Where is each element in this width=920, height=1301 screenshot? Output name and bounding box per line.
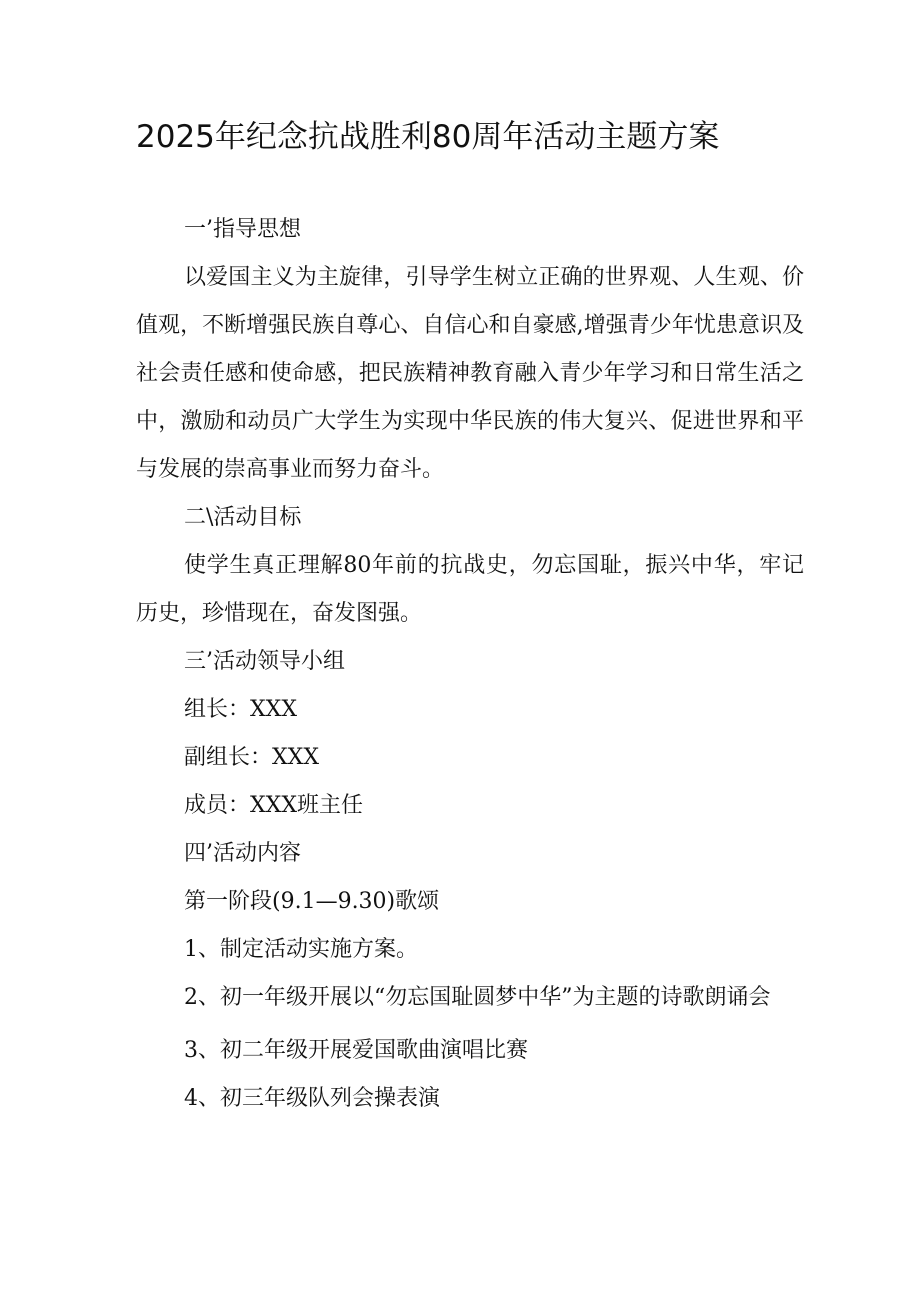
section-heading-leadership-group: 三’活动领导小组 bbox=[184, 649, 345, 674]
section-heading-activity-goals: 二\活动目标 bbox=[184, 505, 302, 530]
section-heading-activity-content: 四’活动内容 bbox=[184, 841, 301, 866]
paragraph-activity-goals: 使学生真正理解80年前的抗战史，勿忘国耻，振兴中华，牢记历史，珍惜现在，奋发图强。 bbox=[136, 553, 804, 626]
deputy-leader-line: 副组长：XXX bbox=[184, 745, 319, 770]
list-item: 2、初一年级开展以“勿忘国耻圆梦中华”为主题的诗歌朗诵会 bbox=[184, 985, 771, 1010]
list-item: 3、初二年级开展爱国歌曲演唱比赛 bbox=[184, 1038, 528, 1063]
members-line: 成员：XXX班主任 bbox=[184, 793, 363, 818]
document-body bbox=[136, 206, 804, 1123]
section-heading-guiding-ideology: 一’指导思想 bbox=[184, 217, 301, 242]
phase-one-heading: 第一阶段(9.1—9.30)歌颂 bbox=[184, 889, 440, 914]
list-item: 4、初三年级队列会操表演 bbox=[184, 1086, 440, 1111]
list-item: 1、制定活动实施方案。 bbox=[184, 937, 418, 962]
paragraph-guiding-ideology: 以爱国主义为主旋律，引导学生树立正确的世界观、人生观、价值观，不断增强民族自尊心、自信心和自豪感,增强青少年忧患意识及社会责任感和使命感，把民族精神教育融入青少年学习和日常生活之中，激励和动员广大学生为实现中华民族的伟大复兴、促进世界和平与发展的崇高事业而努力奋斗。 bbox=[136, 265, 804, 482]
document-title: 2025年纪念抗战胜利80周年活动主题方案 bbox=[136, 119, 720, 155]
leader-line: 组长：XXX bbox=[184, 697, 297, 722]
